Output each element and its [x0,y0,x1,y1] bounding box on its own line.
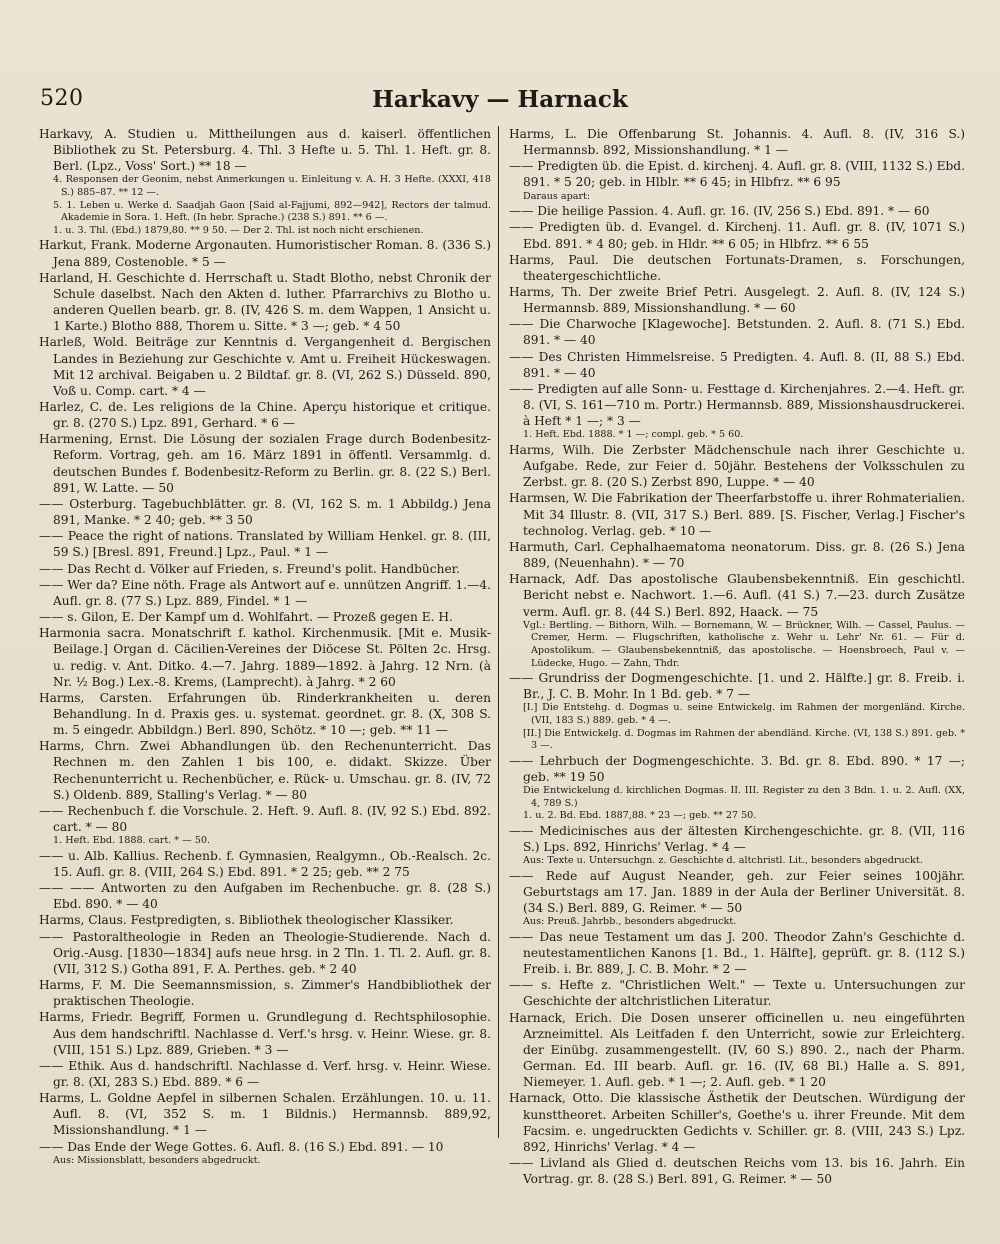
bibliography-entry: —— Rechenbuch f. die Vorschule. 2. Heft. 9. Aufl. 8. (IV, 92 S.) Ebd. 892. cart. * — 80 [39,803,491,835]
bibliography-entry: —— Peace the right of nations. Translated by William Henkel. gr. 8. (III, 59 S.) [Bresl. 891, Freund.] Lpz., Paul. * 1 — [39,529,491,560]
bibliography-entry: —— Ethik. Aus d. handschriftl. Nachlasse d. Verf. hrsg. v. Heinr. Wiese. gr. 8. (XI, 283 S.) Ebd. 889. * 6 — [39,1058,491,1089]
entry-note: Aus: Missionsblatt, besonders abgedruckt. [53,1154,261,1166]
bibliography-entry: Harms, Th. Der zweite Brief Petri. Ausgelegt. 2. Aufl. 8. (IV, 124 S.) Hermannsb. 889, Missionshandlung. * — 60 [509,285,965,316]
bibliography-entry: —— Osterburg. Tagebuchblätter. gr. 8. (VI, 162 S. m. 1 Abbildg.) Jena 891, Manke. * 2 40; geb. ** 3 50 [39,496,491,528]
page-number: 520 [40,86,84,111]
bibliography-entry: —— Lehrbuch der Dogmengeschichte. 3. Bd. gr. 8. Ebd. 890. * 17 —; geb. ** 19 50 [509,753,965,784]
running-head: Harkavy — Harnack [372,86,628,113]
entry-note: 1. u. 2. Bd. Ebd. 1887,88. * 23 —; geb. ** 27 50. [523,810,757,822]
bibliography-entry: Harkavy, A. Studien u. Mittheilungen aus d. kaiserl. öffentlichen Bibliothek zu St. Petersburg. 4. Thl. 3 Hefte u. 5. Thl. 1. Heft. gr. 8. Berl. (Lpz., Voss' Sort.) ** 18 — [39,127,491,174]
bibliography-entry: Harms, Friedr. Begriff, Formen u. Grundlegung d. Rechtsphilosophie. Aus dem handschriftl. Nachlasse d. Verf.'s hrsg. v. Heinr. Wiese. gr. 8. (VIII, 151 S.) Lpz. 889, Grieben. * 3 — [39,1010,491,1057]
bibliography-entry: Harmuth, Carl. Cephalhaematoma neonatorum. Diss. gr. 8. (26 S.) Jena 889, (Neuenhahn). * — 70 [509,539,965,571]
bibliography-entry: —— Rede auf August Neander, geh. zur Feier seines 100jähr. Geburtstags am 17. Jan. 1889 in der Aula der Berliner Universität. 8. (34 S.) Berl. 889, G. Reimer. * — 50 [509,868,965,916]
entry-note: Die Entwickelung d. kirchlichen Dogmas. II. III. Register zu den 3 Bdn. 1. u. 2. Aufl. (XX, 4, 789 S.) [523,785,965,809]
bibliography-entry: —— Die heilige Passion. 4. Aufl. gr. 16. (IV, 256 S.) Ebd. 891. * — 60 [509,204,930,219]
bibliography-entry: —— —— Antworten zu den Aufgaben im Rechenbuche. gr. 8. (28 S.) Ebd. 890. * — 40 [39,881,491,912]
bibliography-entry: —— Des Christen Himmelsreise. 5 Predigten. 4. Aufl. 8. (II, 88 S.) Ebd. 891. * — 40 [509,349,965,380]
entry-note: [I.] Die Entstehg. d. Dogmas u. seine Entwickelg. im Rahmen der morgenländ. Kirche. (VII, 183 S.) 889. geb. * 4 —. [523,702,965,726]
entry-note: 1. u. 3. Thl. (Ebd.) 1879,80. ** 9 50. — Der 2. Thl. ist noch nicht erschienen. [53,224,424,236]
bibliography-entry: —— Predigten üb. d. Evangel. d. Kirchenj. 11. Aufl. gr. 8. (IV, 1071 S.) Ebd. 891. * 4 80; geb. in Hldr. ** 6 05; in Hlbfrz. ** 6 55 [509,220,965,251]
bibliography-entry: Harleß, Wold. Beiträge zur Kenntnis d. Vergangenheit d. Bergischen Landes in Beziehung zur Geschichte v. Amt u. Freiheit Hückeswagen. Mit 12 archival. Beigaben u. 2 Bildtaf. gr. 8. (VI, 262 S.) Düsseld. 890, Voß u. Comp. cart. * 4 — [39,335,491,398]
entry-note: Aus: Preuß. Jahrbb., besonders abgedruckt. [523,916,737,928]
bibliography-entry: Harms, Wilh. Die Zerbster Mädchenschule nach ihrer Geschichte u. Aufgabe. Rede, zur Feier d. 50jähr. Bestehens der Volksschulen zu Zerbst. gr. 8. (20 S.) Zerbst 890, Luppe. * — 40 [509,443,965,490]
entry-note: Daraus apart: [523,190,591,202]
bibliography-entry: —— Grundriss der Dogmengeschichte. [1. und 2. Hälfte.] gr. 8. Freib. i. Br., J. C. B. Mohr. In 1 Bd. geb. * 7 — [509,671,965,702]
bibliography-entry: —— u. Alb. Kallius. Rechenb. f. Gymnasien, Realgymn., Ob.-Realsch. 2c. 15. Aufl. gr. 8. (VIII, 264 S.) Ebd. 891. * 2 25; geb. ** 2 75 [39,848,491,879]
bibliography-entry: —— s. Gilon, E. Der Kampf um d. Wohlfahrt. — Prozeß gegen E. H. [39,610,453,625]
entry-note: Vgl.: Bertling. — Bithorn, Wilh. — Bornemann, W. — Brückner, Wilh. — Cassel, Paulus. — Cremer, Herm. — Flugschriften, katholische z. Wehr u. Lehr' Nr. 61. — Für d. Apostolikum. — Glaubensbekenntniß, das apostolische. — Hoensbroech, Paul v. — Lüdecke, Hugo. — Zahn, Thdr. [523,619,965,669]
bibliography-entry: Harmsen, W. Die Fabrikation der Theerfarbstoffe u. ihrer Rohmaterialien. Mit 34 Illustr. 8. (VII, 317 S.) Berl. 889. [S. Fischer, Verlag.] Fischer's technolog. Verlag. geb. * 10 — [509,491,965,538]
bibliography-entry: —— Das Recht d. Völker auf Frieden, s. Freund's polit. Handbücher. [39,561,461,576]
bibliography-entry: —— Das neue Testament um das J. 200. Theodor Zahn's Geschichte d. neutestamentlichen Kanons [1. Bd., 1. Hälfte], geprüft. gr. 8. (112 S.) Freib. i. Br. 889, J. C. B. Mohr. * 2 — [509,929,965,977]
bibliography-entry: —— Predigten üb. die Epist. d. kirchenj. 4. Aufl. gr. 8. (VIII, 1132 S.) Ebd. 891. * 5 20; geb. in Hlblr. ** 6 45; in Hlbfrz. ** 6 95 [509,159,965,190]
bibliography-entry: —— Wer da? Eine nöth. Frage als Antwort auf e. unnützen Angriff. 1.—4. Aufl. gr. 8. (77 S.) Lpz. 889, Findel. * 1 — [39,577,491,608]
bibliography-entry: Harms, Paul. Die deutschen Fortunats-Dramen, s. Forschungen, theatergeschichtliche. [509,252,965,283]
bibliography-entry: Harland, H. Geschichte d. Herrschaft u. Stadt Blotho, nebst Chronik der Schule daselbst. Nach den Akten d. luther. Pfarrarchivs zu Blotho u. anderen Quellen bearb. gr. 8. (IV, 426 S. m. dem Wappen, 1 Ansicht u. 1 Karte.) Blotho 888, Thorem u. Sitte. * 3 —; geb. * 4 50 [39,270,491,334]
bibliography-entry: Harlez, C. de. Les religions de la Chine. Aperçu historique et critique. gr. 8. (270 S.) Lpz. 891, Gerhard. * 6 — [39,400,491,431]
bibliography-entry: Harms, F. M. Die Seemannsmission, s. Zimmer's Handbibliothek der praktischen Theologie. [39,978,491,1009]
bibliography-entry: Harkut, Frank. Moderne Argonauten. Humoristischer Roman. 8. (336 S.) Jena 889, Costenoble. * 5 — [39,238,491,269]
bibliography-entry: —— Livland als Glied d. deutschen Reichs vom 13. bis 16. Jahrh. Ein Vortrag. gr. 8. (28 S.) Berl. 891, G. Reimer. * — 50 [509,1156,965,1187]
entry-note: 4. Responsen der Geonim, nebst Anmerkungen u. Einleitung v. A. H. 3 Hefte. (XXXI, 418 S.) 885–87. ** 12 —. [53,174,491,199]
bibliography-entry: Harms, L. Die Offenbarung St. Johannis. 4. Aufl. 8. (IV, 316 S.) Hermannsb. 892, Missionshandlung. * 1 — [509,127,965,158]
entry-note: 1. Heft. Ebd. 1888. cart. * — 50. [53,835,211,847]
bibliography-entry: Harms, Chrn. Zwei Abhandlungen üb. den Rechenunterricht. Das Rechnen m. den Zahlen 1 bis 100, e. didakt. Skizze. Über Rechenunterricht u. Rechenbücher, e. Rück- u. Umschau. gr. 8. (IV, 72 S.) Oldenb. 889, Stalling's Verlag. * — 80 [39,739,491,802]
bibliography-entry: —— Pastoraltheologie in Reden an Theologie-Studierende. Nach d. Orig.-Ausg. [1830—1834] aufs neue hrsg. in 2 Tln. 1. Tl. 2. Aufl. gr. 8. (VII, 312 S.) Gotha 891, F. A. Perthes. geb. * 2 40 [39,929,491,976]
page-header [36,86,964,114]
entry-note: Aus: Texte u. Untersuchgn. z. Geschichte d. altchristl. Lit., besonders abgedruckt. [523,855,923,867]
right-column [509,126,965,1187]
bibliography-entry: Harnack, Adf. Das apostolische Glaubensbekenntniß. Ein geschichtl. Bericht nebst e. Nachwort. 1.—6. Aufl. (41 S.) 7.—23. durch Zusätze verm. Aufl. gr. 8. (44 S.) Berl. 892, Haack. — 75 [509,572,965,619]
bibliography-entry: —— Predigten auf alle Sonn- u. Festtage d. Kirchenjahres. 2.—4. Heft. gr. 8. (VI, S. 161—710 m. Portr.) Hermannsb. 889, Missionshausdruckerei. à Heft * 1 —; * 3 — [509,381,965,429]
bibliography-entry: Harnack, Otto. Die klassische Ästhetik der Deutschen. Würdigung der kunsttheoret. Arbeiten Schiller's, Goethe's u. ihrer Freunde. Mit dem Facsim. e. ungedruckten Gedichts v. Schiller. gr. 8. (VIII, 243 S.) Lpz. 892, Hinrichs' Verlag. * 4 — [509,1091,965,1154]
bibliography-entry: Harmening, Ernst. Die Lösung der sozialen Frage durch Bodenbesitz-Reform. Vortrag, geh. am 16. März 1891 in öffentl. Versammlg. d. deutschen Bundes f. Bodenbesitz-Reform zu Berlin. gr. 8. (22 S.) Berl. 891, W. Latte. — 50 [39,432,491,495]
entry-note: 5. 1. Leben u. Werke d. Saadjah Gaon [Said al-Fajjumi, 892—942], Rectors der talmud. Akademie in Sora. 1. Heft. (In hebr. Sprache.) (238 S.) 891. ** 6 —. [53,199,491,224]
bibliography-entry: —— Das Ende der Wege Gottes. 6. Aufl. 8. (16 S.) Ebd. 891. — 10 [39,1139,444,1154]
column-divider [498,126,499,1138]
bibliography-entry: —— Medicinisches aus der ältesten Kirchengeschichte. gr. 8. (VII, 116 S.) Lps. 892, Hinrichs' Verlag. * 4 — [509,823,965,855]
bibliography-entry: —— s. Hefte z. "Christlichen Welt." — Texte u. Untersuchungen zur Geschichte der altchristlichen Literatur. [509,978,965,1009]
bibliography-entry: Harmonia sacra. Monatschrift f. kathol. Kirchenmusik. [Mit e. Musik-Beilage.] Organ d. Cäcilien-Vereines der Diöcese St. Pölten 2c. Hrsg. u. redig. v. Ant. Ditko. 4.—7. Jahrg. 1889—1892. à Jahrg. 12 Nrn. (à Nr. ½ Bog.) Lex.-8. Krems, (Lamprecht). à Jahrg. * 2 60 [39,626,491,689]
entry-note: 1. Heft. Ebd. 1888. * 1 —; compl. geb. * 5 60. [523,429,744,441]
bibliography-entry: Harnack, Erich. Die Dosen unserer officinellen u. neu eingeführten Arzneimittel. Als Leitfaden f. den Unterricht, sowie zur Erleichterg. der Einübg. zusammengestellt. (IV, 60 S.) 890. 2., nach der Pharm. German. Ed. III bearb. Aufl. gr. 16. (IV, 68 Bl.) Halle a. S. 891, Niemeyer. 1. Aufl. geb. * 1 —; 2. Aufl. geb. * 1 20 [509,1010,965,1090]
entry-note: [II.] Die Entwickelg. d. Dogmas im Rahmen der abendländ. Kirche. (VI, 138 S.) 891. geb. * 3 —. [523,727,965,752]
bibliography-entry: Harms, Claus. Festpredigten, s. Bibliothek theologischer Klassiker. [39,913,454,928]
bibliography-entry: Harms, Carsten. Erfahrungen üb. Rinderkrankheiten u. deren Behandlung. In d. Praxis ges. u. systemat. geordnet. gr. 8. (X, 308 S. m. 5 eingedr. Abbildgn.) Berl. 890, Schötz. * 10 —; geb. ** 11 — [39,690,491,738]
bibliography-entry: —— Die Charwoche [Klagewoche]. Betstunden. 2. Aufl. 8. (71 S.) Ebd. 891. * — 40 [509,317,965,348]
left-column [39,126,491,1167]
bibliography-entry: Harms, L. Goldne Aepfel in silbernen Schalen. Erzählungen. 10. u. 11. Aufl. 8. (VI, 352 S. m. 1 Bildnis.) Hermannsb. 889,92, Missionshandlung. * 1 — [39,1091,491,1138]
